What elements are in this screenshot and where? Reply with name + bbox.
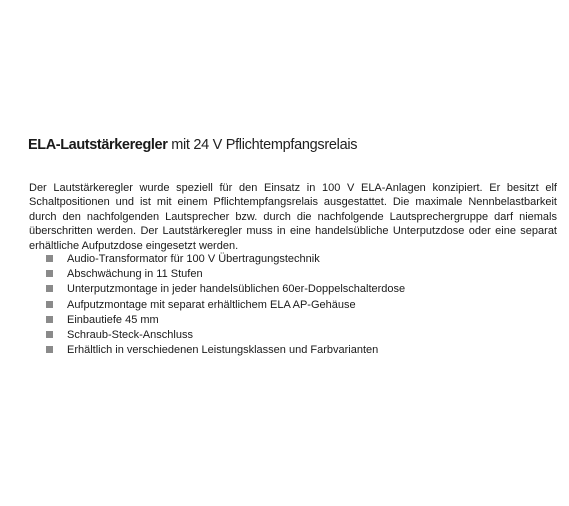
product-heading-light: mit 24 V Pflichtempfangsrelais [167,137,358,153]
feature-list [46,252,405,358]
product-heading-bold: ELA-Lautstärkeregler [28,137,168,153]
feature-text: Audio-Transformator für 100 V Übertragungstechnik [67,253,320,265]
feature-text: Schraub-Steck-Anschluss [67,329,193,342]
square-bullet-icon [46,346,53,353]
list-item [46,298,405,313]
square-bullet-icon [46,255,53,262]
square-bullet-icon [46,301,53,308]
feature-text: Erhältlich in verschiedenen Leistungsklassen und Farbvarianten [67,344,379,357]
feature-text: Abschwächung in 11 Stufen [67,268,203,281]
list-item [46,252,405,267]
square-bullet-icon [46,270,53,277]
list-item [46,343,405,358]
feature-text: Einbautiefe 45 mm [67,313,159,326]
feature-text: Aufputzmontage mit separat erhältlichem ELA AP-Gehäuse [67,298,356,311]
product-description: Der Lautstärkeregler wurde speziell für den Einsatz in 100 V ELA-Anlagen konzipiert. Er besitzt elf Schaltpositionen und ist mit einem Pflichtempfangsrelais ausgestattet. Die maximale Nennbelastbarkeit durch den nachfolgenden Lautsprecher bzw. durch die nachfolgende Lautsprechergruppe darf niemals überschritten werden. Der Lautstärkeregler muss in eine handelsübliche Unterputzdose oder eine separat erhältliche Aufputzdose eingesetzt werden. [29,182,557,252]
list-item [46,282,405,297]
list-item [46,267,405,282]
list-item [46,313,405,328]
product-heading [28,136,548,154]
square-bullet-icon [46,285,53,292]
feature-text: Unterputzmontage in jeder handelsüblichen 60er-Doppelschalterdose [67,283,406,296]
square-bullet-icon [46,316,53,323]
list-item [46,328,405,343]
square-bullet-icon [46,331,53,338]
